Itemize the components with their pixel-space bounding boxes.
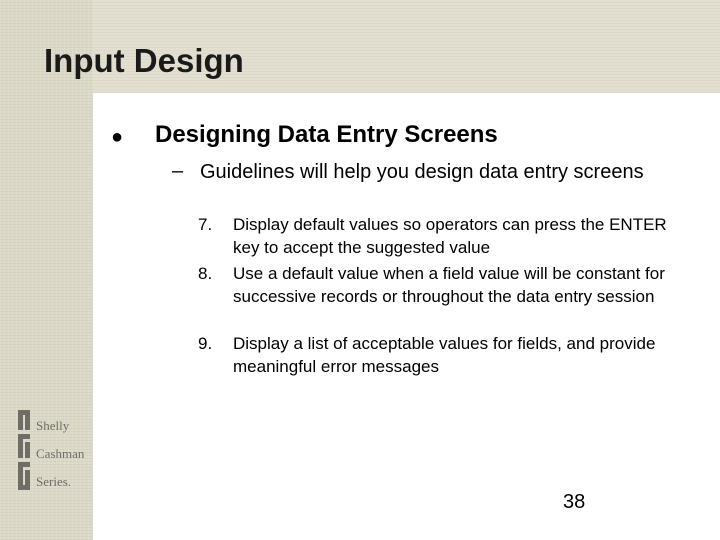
main-bullet-text: Designing Data Entry Screens [155, 121, 498, 148]
item-number: 8. [198, 264, 213, 283]
logo-text-line1: Shelly [36, 418, 70, 433]
item-text: Use a default value when a field value will be constant for successive records or throughout the data entry session [233, 264, 665, 306]
numbered-item [198, 262, 678, 308]
item-number: 7. [198, 215, 213, 234]
page-number: 38 [563, 491, 586, 513]
item-number: 9. [198, 334, 213, 353]
slide-title: Input Design [44, 42, 244, 79]
shelly-cashman-logo [14, 408, 86, 494]
sub-bullet-text: Guidelines will help you design data entry screens [200, 161, 644, 183]
logo-text-line2: Cashman [36, 446, 85, 461]
bullet-dot-icon: ● [111, 126, 124, 148]
logo-text-line3: Series. [36, 474, 72, 489]
item-text: Display a list of acceptable values for fields, and provide meaningful error messages [233, 334, 656, 376]
dash-bullet-icon: – [172, 160, 184, 182]
numbered-item [198, 213, 678, 259]
item-text: Display default values so operators can press the ENTER key to accept the suggested value [233, 215, 667, 257]
numbered-item [198, 332, 678, 378]
